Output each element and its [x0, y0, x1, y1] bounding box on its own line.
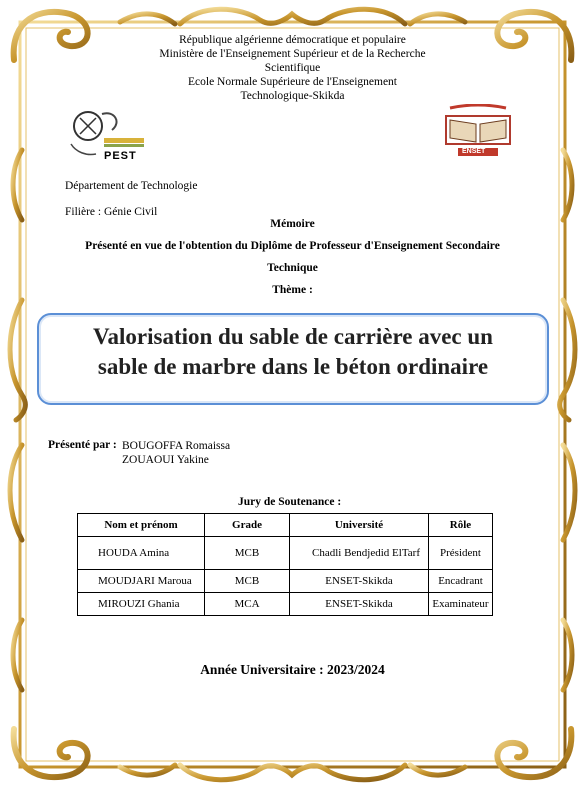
cell-name: MIROUZI Ghania [78, 593, 205, 616]
table-row [78, 593, 493, 616]
cell-name: HOUDA Amina [78, 537, 205, 570]
memoire-subtitle-line2: Technique [267, 262, 318, 274]
author-2: ZOUAOUI Yakine [122, 454, 209, 466]
col-header-grade: Grade [205, 514, 290, 537]
jury-title: Jury de Soutenance : [238, 496, 342, 508]
enset-logo-icon [438, 104, 518, 166]
filiere-text: Filière : Génie Civil [65, 206, 158, 218]
memoire-subtitle-line1: Présenté en vue de l'obtention du Diplôme de Professeur d'Enseignement Secondaire [85, 240, 500, 252]
authors-list [122, 439, 230, 467]
cell-university: ENSET-Skikda [290, 570, 429, 593]
col-header-name: Nom et prénom [78, 514, 205, 537]
enset-logo [438, 104, 518, 166]
cell-role: Président [429, 537, 493, 570]
theme-title [50, 322, 536, 382]
jury-table-header-row [78, 514, 493, 537]
table-row [78, 570, 493, 593]
institution-header [120, 33, 465, 103]
academic-year: Année Universitaire : 2023/2024 [200, 662, 385, 677]
cell-role: Encadrant [429, 570, 493, 593]
cell-grade: MCB [205, 570, 290, 593]
table-row [78, 537, 493, 570]
theme-label: Thème : [272, 284, 313, 296]
header-line-5: Technologique-Skikda [240, 90, 345, 102]
cell-role: Examinateur [429, 593, 493, 616]
header-line-4: Ecole Normale Supérieure de l'Enseignement [188, 76, 397, 88]
header-line-3: Scientifique [264, 62, 321, 74]
jury-table [77, 513, 493, 616]
cell-university: ENSET-Skikda [290, 593, 429, 616]
col-header-role: Rôle [429, 514, 493, 537]
pest-logo [66, 104, 156, 166]
presented-by-label: Présenté par : [48, 439, 117, 451]
cell-university: Chadli Bendjedid ElTarf [290, 537, 429, 570]
theme-title-line1: Valorisation du sable de carrière avec un [93, 324, 493, 349]
author-1: BOUGOFFA Romaissa [122, 440, 231, 452]
pest-logo-caption: PEST [104, 150, 137, 162]
department-text: Département de Technologie [65, 180, 198, 192]
enset-logo-caption: ENSET [462, 148, 486, 155]
theme-title-line2: sable de marbre dans le béton ordinaire [97, 354, 489, 379]
header-line-2: Ministère de l'Enseignement Supérieur et de la Recherche [159, 48, 426, 60]
header-line-1: République algérienne démocratique et populaire [179, 34, 406, 46]
cell-name: MOUDJARI Maroua [78, 570, 205, 593]
cell-grade: MCB [205, 537, 290, 570]
cell-grade: MCA [205, 593, 290, 616]
col-header-university: Université [290, 514, 429, 537]
memoire-title: Mémoire [270, 218, 315, 230]
